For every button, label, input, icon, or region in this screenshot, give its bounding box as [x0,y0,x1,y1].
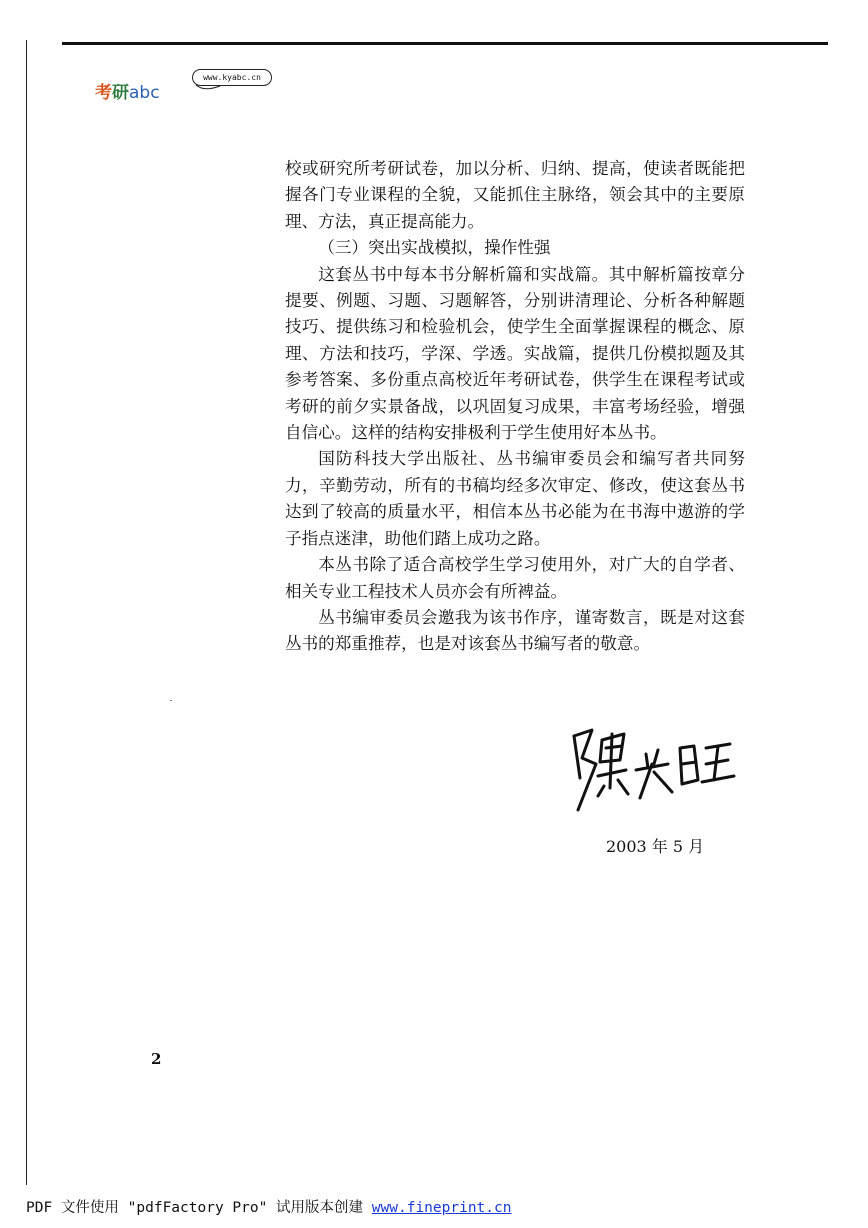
section-heading: （三）突出实战模拟，操作性强 [318,238,551,258]
handwritten-signature [562,718,742,818]
kyabc-logo: 考研abc [95,83,160,103]
header-rule [62,42,828,45]
preface-body [285,156,745,658]
paragraph: 国防科技大学出版社、丛书编审委员会和编写者共同努力，辛勤劳动，所有的书稿均经多次审定、修改，使这套丛书达到了较高的质量水平，相信本丛书必能为在书海中遨游的学子指点迷津，助他们踏上成功之路。 [285,449,745,548]
bubble-tail-icon [194,84,224,94]
stray-mark [170,700,172,701]
paragraph: 本丛书除了适合高校学生学习使用外，对广大的自学者、相关专业工程技术人员亦会有所裨益。 [285,555,745,601]
fineprint-link[interactable]: www.fineprint.cn [371,1200,512,1216]
url-bubble: www.kyabc.cn [192,69,272,86]
footer-text: PDF 文件使用 "pdfFactory Pro" 试用版本创建 [26,1200,372,1216]
page-number: 2 [151,1050,162,1068]
preface-date: 2003 年 5 月 [606,837,705,856]
left-margin-rule [26,40,27,1185]
pdf-footer [26,1196,511,1217]
paragraph-continuation: 校或研究所考研试卷，加以分析、归纳、提高，使读者既能把握各门专业课程的全貌，又能抓住主脉络，领会其中的主要原理、方法，真正提高能力。 [285,159,745,231]
paragraph: 这套丛书中每本书分解析篇和实战篇。其中解析篇按章分提要、例题、习题、习题解答，分别讲清理论、分析各种解题技巧、提供练习和检验机会，使学生全面掌握课程的概念、原理、方法和技巧，学深、学透。实战篇，提供几份模拟题及其参考答案、多份重点高校近年考研试卷，供学生在课程考试或考研的前夕实景备战，以巩固复习成果，丰富考场经验，增强自信心。这样的结构安排极利于学生使用好本丛书。 [285,264,745,443]
paragraph: 丛书编审委员会邀我为该书作序，谨寄数言，既是对这套丛书的郑重推荐，也是对该套丛书编写者的敬意。 [285,607,745,654]
